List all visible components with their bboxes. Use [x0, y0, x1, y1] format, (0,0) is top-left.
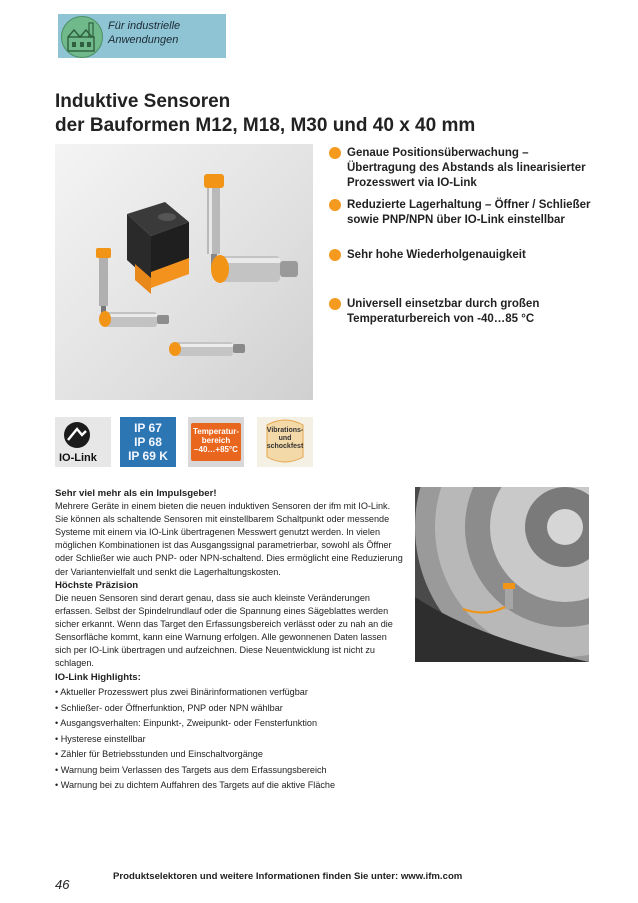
feature-text: Prozesswert via IO-Link	[347, 177, 477, 189]
page-title	[55, 90, 475, 138]
temperature-badge	[188, 417, 244, 467]
feature-text: Universell einsetzbar durch großen	[347, 298, 540, 310]
body-text	[55, 487, 405, 795]
list-item: • Warnung bei zu dichtem Auffahren des Targets auf die aktive Fläche	[55, 779, 405, 792]
temperature-line: Temperatur-	[192, 427, 240, 436]
application-photo	[415, 487, 589, 662]
bullet-dot-icon	[329, 249, 341, 261]
list-item: • Warnung beim Verlassen des Targets aus dem Erfassungsbereich	[55, 764, 405, 777]
feature-text: Sehr hohe Wiederholgenauigkeit	[347, 249, 526, 261]
factory-icon	[61, 16, 103, 58]
product-photo	[55, 144, 313, 400]
temperature-line: bereich	[201, 436, 231, 445]
bullet-dot-icon	[329, 147, 341, 159]
footer-text: Produktselektoren und weitere Informationen finden Sie unter: www.ifm.com	[113, 871, 463, 882]
list-item: • Zähler für Betriebsstunden und Einschaltvorgänge	[55, 748, 405, 761]
category-label-line2: Anwendungen	[108, 34, 179, 46]
page-number: 46	[55, 877, 70, 892]
feature-item	[329, 198, 629, 228]
bullet-dot-icon	[329, 199, 341, 211]
vibration-badge	[257, 417, 313, 467]
section-heading: IO-Link Highlights:	[55, 672, 141, 684]
temperature-line: –40…+85°C	[194, 445, 238, 454]
vibration-line: und	[278, 435, 292, 442]
feature-text: Übertragung des Abstands als linearisierter	[347, 162, 586, 174]
feature-item	[329, 146, 629, 191]
ip-rating-line: IP 69 K	[128, 449, 168, 463]
io-link-badge	[55, 417, 111, 467]
title-line1: Induktive Sensoren	[55, 91, 231, 112]
ip-rating-line: IP 67	[134, 421, 162, 435]
category-label-line1: Für industrielle	[108, 20, 181, 32]
vibration-line: Vibrations-	[266, 427, 304, 434]
ip-rating-line: IP 68	[134, 435, 162, 449]
category-tab	[58, 14, 226, 58]
section-paragraph: Mehrere Geräte in einem bieten die neuen induktiven Sensoren der ifm mit IO-Link. Sie können als schaltende Sensoren mit einstellbarem Schaltpunkt oder messende Systeme mit einem via IO-Link übertragenen Messwert genutzt werden. In vielen möglichen Kombinationen ist das Ausgangssignal parametrierbar, sowohl als Öffner oder Schließer wie auch PNP- oder NPN-schaltend. Dies ermöglicht eine Reduzierung der Variantenvielfalt und senkt die Lagerhaltungskosten.	[55, 501, 403, 577]
category-label	[108, 19, 180, 47]
list-item: • Hysterese einstellbar	[55, 733, 405, 746]
feature-text: Reduzierte Lagerhaltung – Öffner / Schließer	[347, 199, 591, 211]
title-line2: der Bauformen M12, M18, M30 und 40 x 40 mm	[55, 115, 476, 136]
temperature-box	[191, 423, 241, 461]
bullet-dot-icon	[329, 298, 341, 310]
section-paragraph: Die neuen Sensoren sind derart genau, dass sie auch kleinste Veränderungen erfassen. Selbst der Spindelrundlauf oder die Spannung eines Sägeblattes werden sicher erkannt. Wenn das Target den Erfassungsbereich verlässt oder zu nah an die Sensorfläche kommt, kann eine Warnung erfolgen. Alle gewonnenen Daten lassen sich per IO-Link übertragen und aufzeichnen. Diese Neuentwicklung ist nicht zu schlagen.	[55, 592, 393, 669]
feature-text: Genaue Positionsüberwachung –	[347, 147, 529, 159]
list-item: • Schließer- oder Öffnerfunktion, PNP oder NPN wählbar	[55, 702, 405, 715]
feature-text: Temperaturbereich von -40…85 °C	[347, 313, 535, 325]
section-heading: Sehr viel mehr als ein Impulsgeber!	[55, 488, 217, 499]
feature-item	[329, 248, 629, 263]
vibration-line: schockfest	[266, 443, 304, 450]
section-heading: Höchste Präzision	[55, 579, 139, 591]
io-link-logo-icon	[55, 417, 111, 451]
feature-item	[329, 297, 629, 327]
io-link-label: IO-Link	[59, 452, 97, 464]
list-item: • Ausgangsverhalten: Einpunkt-, Zweipunkt- oder Fensterfunktion	[55, 717, 405, 730]
ip-rating-badge	[120, 417, 176, 467]
feature-list	[329, 146, 629, 327]
feature-text: sowie PNP/NPN über IO-Link einstellbar	[347, 214, 565, 226]
list-item: • Aktueller Prozesswert plus zwei Binärinformationen verfügbar	[55, 686, 405, 699]
highlights-list	[55, 686, 405, 792]
